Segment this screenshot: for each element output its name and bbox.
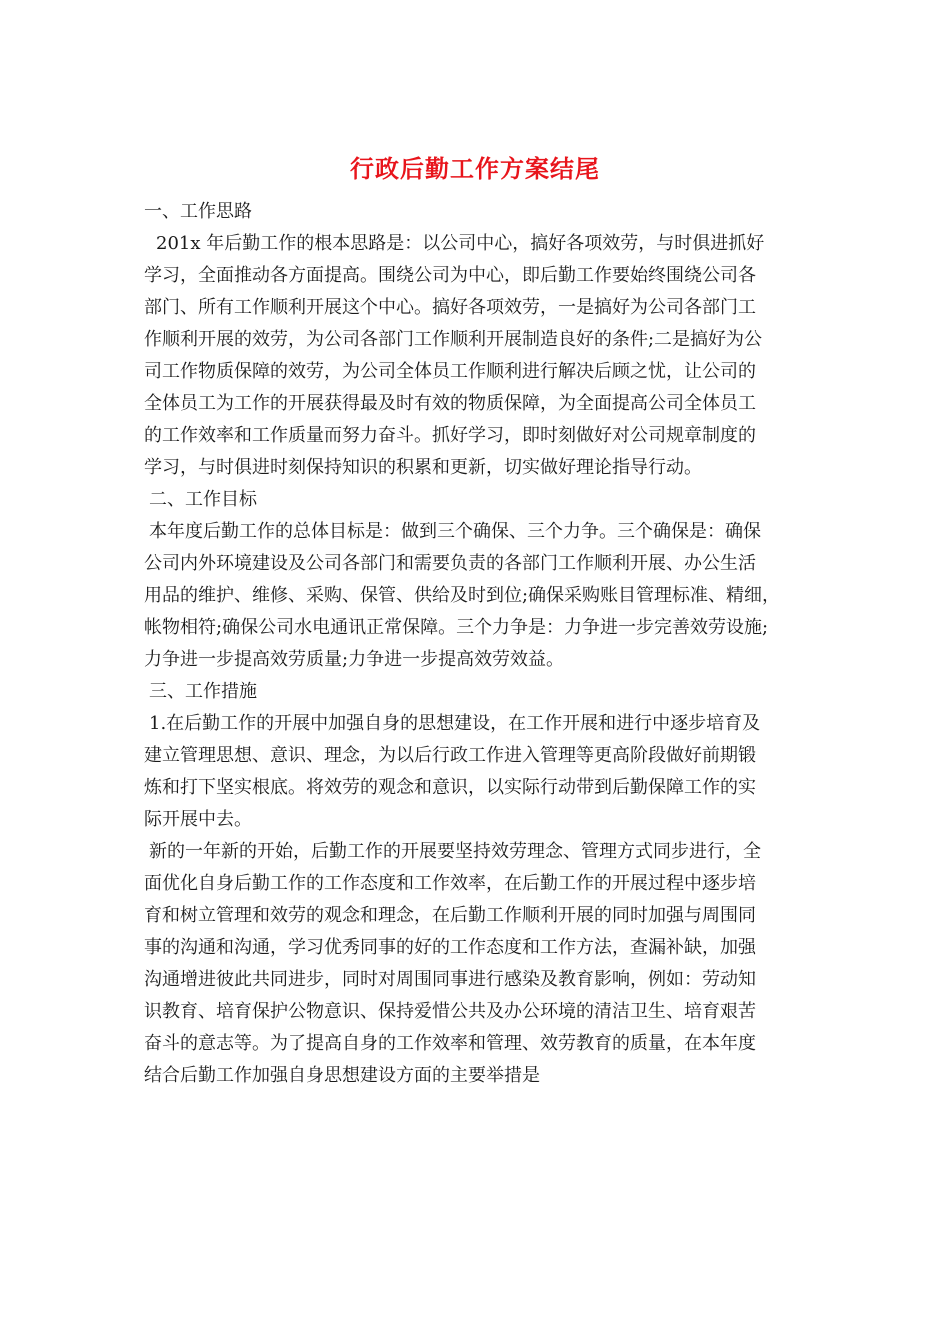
- paragraph-line: 面优化自身后勤工作的工作态度和工作效率，在后勤工作的开展过程中逐步培: [144, 873, 756, 894]
- paragraph-line: 学习，与时俱进时刻保持知识的积累和更新，切实做好理论指导行动。: [144, 457, 702, 478]
- paragraph-line: 的工作效率和工作质量而努力奋斗。抓好学习，即时刻做好对公司规章制度的: [144, 425, 756, 446]
- paragraph-line: 建立管理思想、意识、理念，为以后行政工作进入管理等更高阶段做好前期锻: [144, 745, 756, 766]
- paragraph-line: 事的沟通和沟通，学习优秀同事的好的工作态度和工作方法，查漏补缺，加强: [144, 937, 756, 958]
- paragraph-line: 力争进一步提高效劳质量;力争进一步提高效劳效益。: [144, 649, 565, 670]
- paragraph-line: 育和树立管理和效劳的观念和理念，在后勤工作顺利开展的同时加强与周围同: [144, 905, 756, 926]
- paragraph-line: 结合后勤工作加强自身思想建设方面的主要举措是: [144, 1065, 540, 1086]
- paragraph-line: 公司内外环境建设及公司各部门和需要负责的各部门工作顺利开展、办公生活: [144, 553, 756, 574]
- paragraph-line: 炼和打下坚实根底。将效劳的观念和意识，以实际行动带到后勤保障工作的实: [144, 777, 756, 798]
- paragraph-line: 学习，全面推动各方面提高。围绕公司为中心，即后勤工作要始终围绕公司各: [144, 265, 756, 286]
- paragraph-line: 1.在后勤工作的开展中加强自身的思想建设，在工作开展和进行中逐步培育及: [149, 713, 761, 734]
- paragraph-line: 用品的维护、维修、采购、保管、供给及时到位;确保采购账目管理标准、精细，: [144, 585, 781, 606]
- paragraph-line: 201x 年后勤工作的根本思路是：以公司中心，搞好各项效劳，与时俱进抓好: [156, 233, 765, 254]
- paragraph-line: 识教育、培育保护公物意识、保持爱惜公共及办公环境的清洁卫生、培育艰苦: [144, 1001, 756, 1022]
- paragraph-line: 全体员工为工作的开展获得最及时有效的物质保障，为全面提高公司全体员工: [144, 393, 756, 414]
- document-body: [144, 196, 820, 1092]
- section-heading-2: 二、工作目标: [149, 489, 257, 510]
- section-heading-1: 一、工作思路: [144, 201, 252, 222]
- document-title: 行政后勤工作方案结尾: [350, 154, 600, 183]
- paragraph-line: 沟通增进彼此共同进步，同时对周围同事进行感染及教育影响，例如：劳动知: [144, 969, 756, 990]
- paragraph-line: 部门、所有工作顺利开展这个中心。搞好各项效劳，一是搞好为公司各部门工: [144, 297, 756, 318]
- paragraph-line: 奋斗的意志等。为了提高自身的工作效率和管理、效劳教育的质量，在本年度: [144, 1033, 756, 1054]
- paragraph-line: 帐物相符;确保公司水电通讯正常保障。三个力争是：力争进一步完善效劳设施;: [144, 617, 769, 638]
- paragraph-line: 新的一年新的开始，后勤工作的开展要坚持效劳理念、管理方式同步进行，全: [149, 841, 761, 862]
- paragraph-line: 司工作物质保障的效劳，为公司全体员工作顺利进行解决后顾之忧，让公司的: [144, 361, 756, 382]
- section-heading-3: 三、工作措施: [149, 681, 257, 702]
- paragraph-line: 作顺利开展的效劳，为公司各部门工作顺利开展制造良好的条件;二是搞好为公: [144, 329, 763, 350]
- paragraph-line: 本年度后勤工作的总体目标是：做到三个确保、三个力争。三个确保是：确保: [149, 521, 761, 542]
- paragraph-line: 际开展中去。: [144, 809, 252, 830]
